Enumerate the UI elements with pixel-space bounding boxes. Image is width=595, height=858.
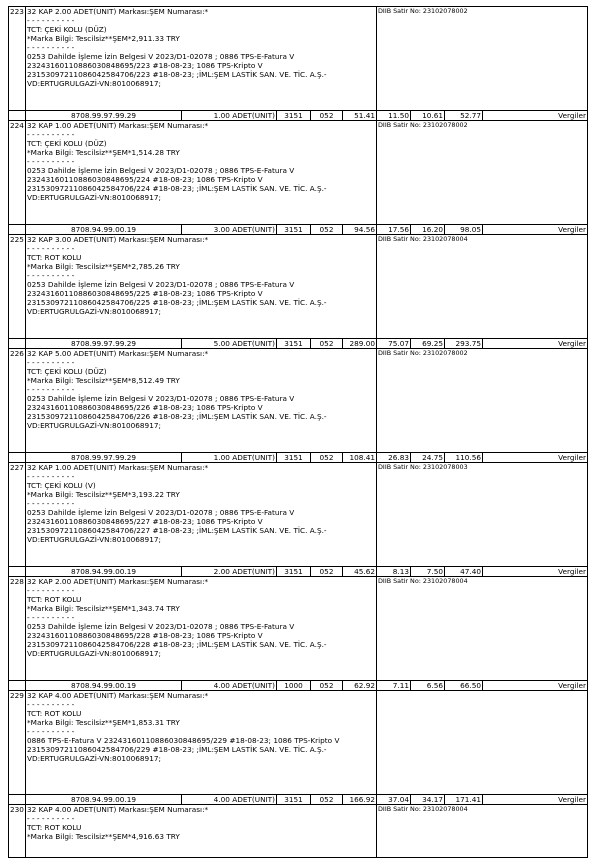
unit-code: 052: [311, 339, 343, 349]
value-3: 7.50: [411, 567, 445, 577]
item-tct: TCT: ÇEKİ KOLU (V): [27, 481, 96, 490]
item-summary-row: [9, 339, 588, 349]
item-description: [26, 577, 377, 681]
item-marka: *Marka Bilgi: Tescilsiz**ŞEM*2,911.33 TRY: [27, 34, 180, 43]
summary-spacer: [9, 567, 26, 577]
separator: - - - - - - - - - -: [27, 586, 75, 595]
unit-code: 052: [311, 567, 343, 577]
value-4: 293.75: [445, 339, 483, 349]
taxes-label: Vergiler: [483, 795, 588, 805]
item-number: 225: [9, 235, 26, 339]
diib-ref: [377, 463, 588, 567]
value-3: 24.75: [411, 453, 445, 463]
item-head: 32 KAP 2.00 ADET(UNIT) Markası:ŞEM Numarası:*: [27, 577, 209, 586]
separator: - - - - - - - - - -: [27, 499, 75, 508]
value-1: 62.92: [343, 681, 377, 691]
country-code: 3151: [277, 795, 311, 805]
value-1: 289.00: [343, 339, 377, 349]
gtip-code: 8708.99.97.99.29: [26, 453, 182, 463]
taxes-label: Vergiler: [483, 225, 588, 235]
item-marka: *Marka Bilgi: Tescilsiz**ŞEM*1,514.28 TRY: [27, 148, 180, 157]
value-2: 75.07: [377, 339, 411, 349]
item-number: 223: [9, 7, 26, 111]
item-summary-row: [9, 795, 588, 805]
item-number: 228: [9, 577, 26, 681]
item-block: [9, 349, 588, 453]
item-head: 32 KAP 3.00 ADET(UNIT) Markası:ŞEM Numarası:*: [27, 235, 209, 244]
country-code: 3151: [277, 567, 311, 577]
item-tct: TCT: ÇEKİ KOLU (DÜZ): [27, 25, 107, 34]
summary-spacer: [9, 111, 26, 121]
separator: - - - - - - - - - -: [27, 43, 75, 52]
diib-ref: [377, 805, 588, 858]
item-tct: TCT: ÇEKİ KOLU (DÜZ): [27, 139, 107, 148]
value-2: 7.11: [377, 681, 411, 691]
country-code: 1000: [277, 681, 311, 691]
ref-prefix: DIIB Satir No:: [378, 463, 423, 471]
unit-code: 052: [311, 111, 343, 121]
item-tct: TCT: ROT KOLU: [27, 823, 82, 832]
summary-spacer: [9, 795, 26, 805]
separator: - - - - - - - - - -: [27, 358, 75, 367]
item-description: [26, 805, 377, 858]
diib-ref: [377, 121, 588, 225]
item-documents: 0253 Dahilde İşleme İzin Belgesi V 2023/D1-02078 ; 0886 TPS-E-Fatura V 23243160110886030848695/226 #18-08-23; 1086 TPS-Kripto V 23153097211086042584706/226 #18-08-23; ;İML:ŞEM LASTİK SAN. VE. TİC. A.Ş.-VD:ERTUGRULGAZİ-VN:8010068917;: [27, 394, 327, 430]
gtip-code: 8708.94.99.00.19: [26, 795, 182, 805]
item-tct: TCT: ROT KOLU: [27, 709, 82, 718]
separator: - - - - - - - - - -: [27, 814, 75, 823]
quantity: 1.00 ADET(UNIT): [182, 111, 277, 121]
item-number: 230: [9, 805, 26, 858]
gtip-code: 8708.94.99.00.19: [26, 567, 182, 577]
summary-spacer: [9, 339, 26, 349]
value-3: 69.25: [411, 339, 445, 349]
value-1: 94.56: [343, 225, 377, 235]
ref-number: 23102078004: [422, 805, 468, 813]
value-4: 98.05: [445, 225, 483, 235]
quantity: 5.00 ADET(UNIT): [182, 339, 277, 349]
item-number: 224: [9, 121, 26, 225]
value-2: 8.13: [377, 567, 411, 577]
value-4: 47.40: [445, 567, 483, 577]
item-head: 32 KAP 4.00 ADET(UNIT) Markası:ŞEM Numarası:*: [27, 691, 209, 700]
item-block: [9, 805, 588, 858]
value-1: 108.41: [343, 453, 377, 463]
quantity: 1.00 ADET(UNIT): [182, 453, 277, 463]
item-documents: 0253 Dahilde İşleme İzin Belgesi V 2023/D1-02078 ; 0886 TPS-E-Fatura V 23243160110886030848695/228 #18-08-23; 1086 TPS-Kripto V 23153097211086042584706/228 #18-08-23; ;İML:ŞEM LASTİK SAN. VE. TİC. A.Ş.-VD:ERTUGRULGAZİ-VN:8010068917;: [27, 622, 327, 658]
summary-spacer: [9, 681, 26, 691]
value-4: 110.56: [445, 453, 483, 463]
item-head: 32 KAP 1.00 ADET(UNIT) Markası:ŞEM Numarası:*: [27, 121, 209, 130]
value-3: 6.56: [411, 681, 445, 691]
item-summary-row: [9, 453, 588, 463]
item-number: 226: [9, 349, 26, 453]
ref-number: 23102078002: [422, 349, 468, 357]
quantity: 4.00 ADET(UNIT): [182, 795, 277, 805]
item-summary-row: [9, 225, 588, 235]
item-block: [9, 577, 588, 681]
unit-code: 052: [311, 681, 343, 691]
value-3: 16.20: [411, 225, 445, 235]
separator: - - - - - - - - - -: [27, 130, 75, 139]
item-tct: TCT: ROT KOLU: [27, 595, 82, 604]
value-1: 45.62: [343, 567, 377, 577]
item-marka: *Marka Bilgi: Tescilsiz**ŞEM*8,512.49 TRY: [27, 376, 180, 385]
value-1: 51.41: [343, 111, 377, 121]
item-number: 227: [9, 463, 26, 567]
item-documents: 0253 Dahilde İşleme İzin Belgesi V 2023/D1-02078 ; 0886 TPS-E-Fatura V 23243160110886030848695/225 #18-08-23; 1086 TPS-Kripto V 23153097211086042584706/225 #18-08-23; ;İML:ŞEM LASTİK SAN. VE. TİC. A.Ş.-VD:ERTUGRULGAZİ-VN:8010068917;: [27, 280, 327, 316]
item-documents: 0253 Dahilde İşleme İzin Belgesi V 2023/D1-02078 ; 0886 TPS-E-Fatura V 23243160110886030848695/223 #18-08-23; 1086 TPS-Kripto V 23153097211086042584706/223 #18-08-23; ;İML:ŞEM LASTİK SAN. VE. TİC. A.Ş.-VD:ERTUGRULGAZİ-VN:8010068917;: [27, 52, 327, 88]
item-head: 32 KAP 4.00 ADET(UNIT) Markası:ŞEM Numarası:*: [27, 805, 209, 814]
item-block: [9, 235, 588, 339]
ref-prefix: DIIB Satir No:: [378, 235, 423, 243]
separator: - - - - - - - - - -: [27, 16, 75, 25]
ref-prefix: DIIB Satir No:: [378, 349, 423, 357]
ref-prefix: DIIB Satir No:: [378, 805, 423, 813]
item-number: 229: [9, 691, 26, 795]
item-description: [26, 349, 377, 453]
separator: - - - - - - - - - -: [27, 385, 75, 394]
item-marka: *Marka Bilgi: Tescilsiz**ŞEM*2,785.26 TRY: [27, 262, 180, 271]
diib-ref: [377, 349, 588, 453]
item-summary-row: [9, 567, 588, 577]
quantity: 4.00 ADET(UNIT): [182, 681, 277, 691]
ref-number: 23102078002: [422, 121, 468, 129]
unit-code: 052: [311, 453, 343, 463]
taxes-label: Vergiler: [483, 453, 588, 463]
diib-ref: [377, 577, 588, 681]
ref-prefix: DIIB Satir No:: [378, 577, 423, 585]
value-4: 52.77: [445, 111, 483, 121]
value-3: 10.61: [411, 111, 445, 121]
taxes-label: Vergiler: [483, 681, 588, 691]
country-code: 3151: [277, 339, 311, 349]
taxes-label: Vergiler: [483, 567, 588, 577]
ref-prefix: DIIB Satir No:: [378, 7, 423, 15]
item-block: [9, 7, 588, 111]
separator: - - - - - - - - - -: [27, 271, 75, 280]
value-4: 66.50: [445, 681, 483, 691]
gtip-code: 8708.99.97.99.29: [26, 111, 182, 121]
item-summary-row: [9, 681, 588, 691]
value-2: 17.56: [377, 225, 411, 235]
separator: - - - - - - - - - -: [27, 700, 75, 709]
separator: - - - - - - - - - -: [27, 157, 75, 166]
value-4: 171.41: [445, 795, 483, 805]
country-code: 3151: [277, 225, 311, 235]
item-marka: *Marka Bilgi: Tescilsiz**ŞEM*3,193.22 TRY: [27, 490, 180, 499]
quantity: 2.00 ADET(UNIT): [182, 567, 277, 577]
value-2: 26.83: [377, 453, 411, 463]
country-code: 3151: [277, 453, 311, 463]
unit-code: 052: [311, 795, 343, 805]
summary-spacer: [9, 453, 26, 463]
ref-prefix: DIIB Satir No:: [378, 121, 423, 129]
gtip-code: 8708.94.99.00.19: [26, 681, 182, 691]
separator: - - - - - - - - - -: [27, 472, 75, 481]
gtip-code: 8708.94.99.00.19: [26, 225, 182, 235]
gtip-code: 8708.99.97.99.29: [26, 339, 182, 349]
ref-number: 23102078004: [422, 577, 468, 585]
value-3: 34.17: [411, 795, 445, 805]
item-documents: 0886 TPS-E-Fatura V 23243160110886030848695/229 #18-08-23; 1086 TPS-Kripto V 23153097211086042584706/229 #18-08-23; ;İML:ŞEM LASTİK SAN. VE. TİC. A.Ş.-VD:ERTUGRULGAZİ-VN:8010068917;: [27, 736, 340, 763]
item-documents: 0253 Dahilde İşleme İzin Belgesi V 2023/D1-02078 ; 0886 TPS-E-Fatura V 23243160110886030848695/224 #18-08-23; 1086 TPS-Kripto V 23153097211086042584706/224 #18-08-23; ;İML:ŞEM LASTİK SAN. VE. TİC. A.Ş.-VD:ERTUGRULGAZİ-VN:8010068917;: [27, 166, 327, 202]
taxes-label: Vergiler: [483, 111, 588, 121]
ref-number: 23102078002: [422, 7, 468, 15]
item-block: [9, 691, 588, 795]
diib-ref: [377, 7, 588, 111]
item-block: [9, 121, 588, 225]
item-head: 32 KAP 2.00 ADET(UNIT) Markası:ŞEM Numarası:*: [27, 7, 209, 16]
item-tct: TCT: ÇEKİ KOLU (DÜZ): [27, 367, 107, 376]
item-marka: *Marka Bilgi: Tescilsiz**ŞEM*4,916.63 TRY: [27, 832, 180, 841]
item-summary-row: [9, 111, 588, 121]
diib-ref: [377, 691, 588, 795]
taxes-label: Vergiler: [483, 339, 588, 349]
item-documents: 0253 Dahilde İşleme İzin Belgesi V 2023/D1-02078 ; 0886 TPS-E-Fatura V 23243160110886030848695/227 #18-08-23; 1086 TPS-Kripto V 23153097211086042584706/227 #18-08-23; ;İML:ŞEM LASTİK SAN. VE. TİC. A.Ş.-VD:ERTUGRULGAZİ-VN:8010068917;: [27, 508, 327, 544]
item-description: [26, 235, 377, 339]
item-marka: *Marka Bilgi: Tescilsiz**ŞEM*1,343.74 TRY: [27, 604, 180, 613]
quantity: 3.00 ADET(UNIT): [182, 225, 277, 235]
item-description: [26, 7, 377, 111]
country-code: 3151: [277, 111, 311, 121]
value-2: 11.50: [377, 111, 411, 121]
separator: - - - - - - - - - -: [27, 727, 75, 736]
unit-code: 052: [311, 225, 343, 235]
separator: - - - - - - - - - -: [27, 244, 75, 253]
value-2: 37.04: [377, 795, 411, 805]
item-tct: TCT: ROT KOLU: [27, 253, 82, 262]
item-head: 32 KAP 5.00 ADET(UNIT) Markası:ŞEM Numarası:*: [27, 349, 209, 358]
item-head: 32 KAP 1.00 ADET(UNIT) Markası:ŞEM Numarası:*: [27, 463, 209, 472]
item-marka: *Marka Bilgi: Tescilsiz**ŞEM*1,853.31 TRY: [27, 718, 180, 727]
item-description: [26, 463, 377, 567]
separator: - - - - - - - - - -: [27, 613, 75, 622]
ref-number: 23102078004: [422, 235, 468, 243]
item-block: [9, 463, 588, 567]
ref-number: 23102078003: [422, 463, 468, 471]
item-description: [26, 691, 377, 795]
declaration-items-table: [8, 6, 588, 858]
diib-ref: [377, 235, 588, 339]
item-description: [26, 121, 377, 225]
value-1: 166.92: [343, 795, 377, 805]
summary-spacer: [9, 225, 26, 235]
